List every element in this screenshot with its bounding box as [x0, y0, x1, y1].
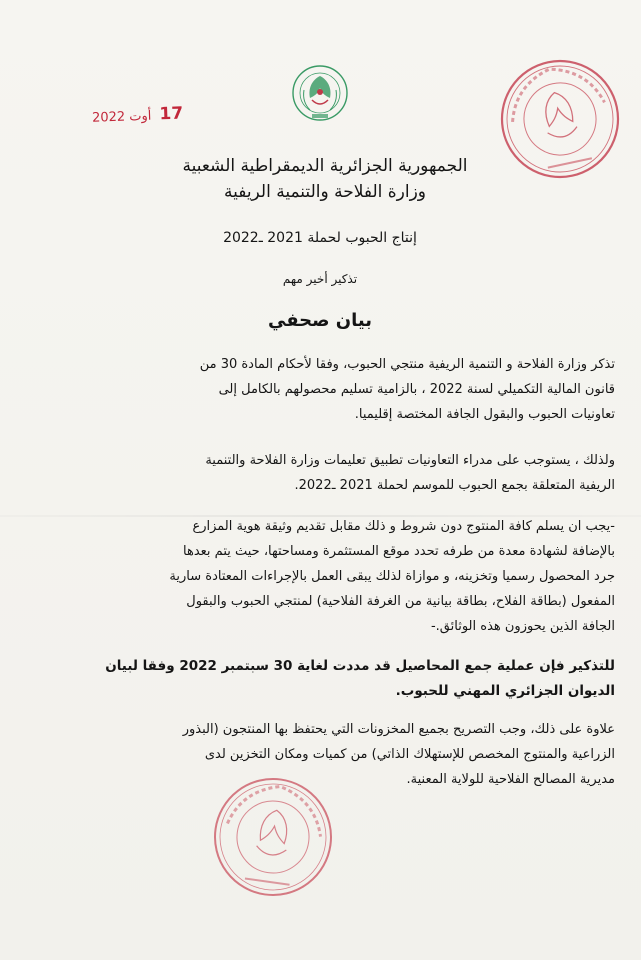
letterhead — [130, 153, 520, 205]
national-emblem-icon — [290, 62, 350, 128]
date-year: 2022 — [91, 109, 126, 126]
paragraph-line: قانون المالية التكميلي لسنة 2022 ، بالزامية تسليم محصولهم بالكامل إلى — [218, 382, 615, 397]
document-date — [92, 103, 193, 126]
paragraph-line: -يجب ان يسلم كافة المنتوج دون شروط و ذلك مقابل تقديم وثيقة هوية المزارع — [192, 519, 615, 534]
paragraph-line: الديوان الجزائري المهني للحبوب. — [395, 683, 615, 699]
paragraph-3 — [28, 514, 615, 639]
paragraph-4-bold-notice — [28, 654, 615, 704]
paragraph-line: الجافة الذين يحوزون هذه الوثائق.- — [430, 619, 615, 634]
paragraph-5 — [28, 717, 615, 792]
date-month: أوت — [129, 108, 152, 125]
paragraph-line: الريفية المتعلقة بجمع الحبوب للموسم لحملة 2021 ـ2022. — [294, 478, 615, 493]
paragraph-2 — [28, 448, 615, 498]
paragraph-line: ولذلك ، يستوجب على مدراء التعاونيات تطبيق تعليمات وزارة الفلاحة والتنمية — [205, 453, 615, 468]
paragraph-line: تذكر وزارة الفلاحة و التنمية الريفية منتجي الحبوب، وفقا لأحكام المادة 30 من — [199, 357, 615, 372]
paragraph-line: الزراعية والمنتوج المخصص للإستهلاك الذاتي) من كميات ومكان التخزين لدى — [204, 747, 615, 762]
ministry-name: وزارة الفلاحة والتنمية الريفية — [223, 182, 427, 202]
paragraph-line: جرد المحصول رسميا وتخزينه، و موازاة لذلك يبقى العمل بالإجراءات المعتادة سارية — [169, 569, 615, 584]
campaign-heading: إنتاج الحبوب لحملة 2021 ـ2022 — [223, 230, 417, 246]
document-title: بيان صحفي — [267, 310, 373, 331]
paragraph-line: بالإضافة لشهادة معدة من طرفه تحدد موقع المستثمرة ومساحتها، حيث يتم بعدها — [183, 544, 615, 559]
date-day: 17 — [159, 103, 184, 125]
paragraph-line: تعاونيات الحبوب والبقول الجافة المختصة إقليميا. — [354, 407, 615, 422]
paragraph-1 — [28, 352, 615, 427]
paragraph-line: مديرية المصالح الفلاحية للولاية المعنية. — [406, 772, 615, 787]
paragraph-line: المفعول (بطاقة الفلاح، بطاقة بيانية من الغرفة الفلاحية) لمنتجي الحبوب والبقول — [186, 594, 615, 609]
paragraph-line: للتذكير فإن عملية جمع المحاصيل قد مددت لغاية 30 سبتمبر 2022 وفقا لبيان — [105, 658, 615, 674]
republic-name: الجمهورية الجزائرية الديمقراطية الشعبية — [182, 156, 468, 176]
reminder-note: تذكير أخير مهم — [282, 272, 358, 286]
paragraph-line: علاوة على ذلك، وجب التصريح بجميع المخزونات التي يحتفظ بها المنتجون (البذور — [182, 722, 615, 737]
